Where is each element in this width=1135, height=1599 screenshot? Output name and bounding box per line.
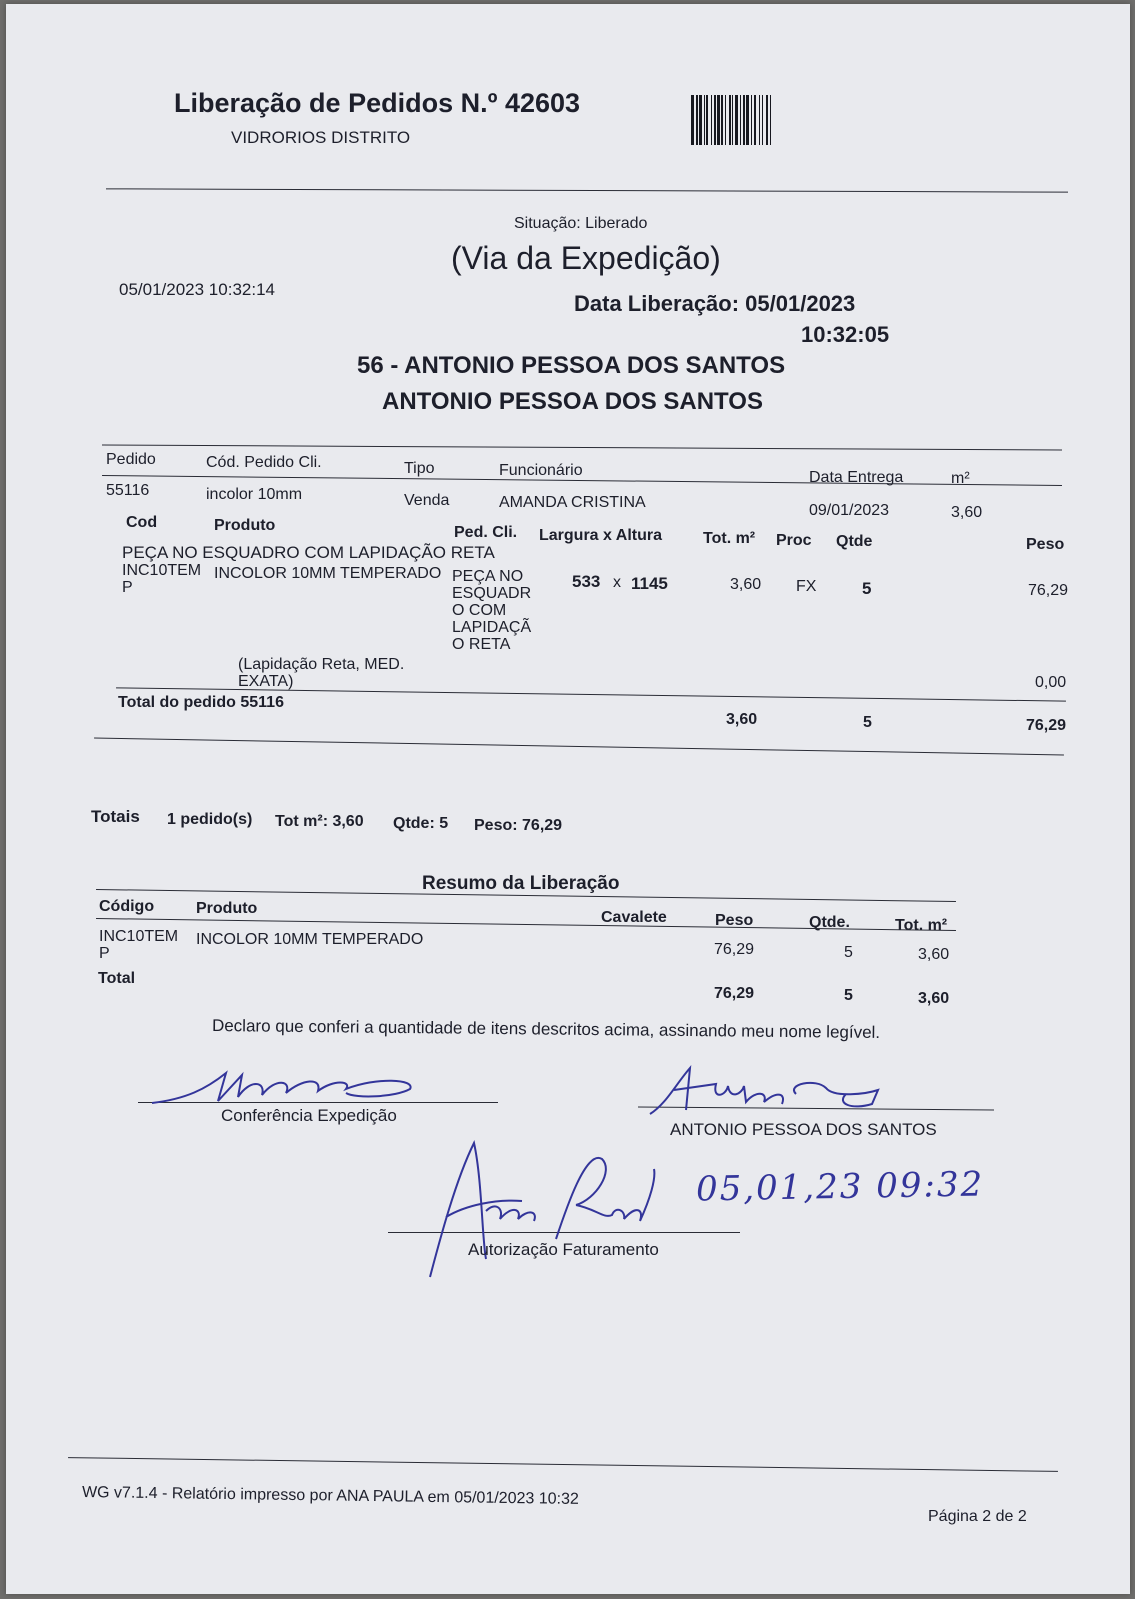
barcode-bar bbox=[704, 95, 705, 145]
item-ped-cli-line3: O COM bbox=[452, 602, 507, 619]
order-total-peso: 76,29 bbox=[1026, 717, 1067, 734]
item-altura: 1145 bbox=[631, 574, 668, 593]
col-tipo: Tipo bbox=[404, 460, 435, 477]
print-timestamp: 05/01/2023 10:32:14 bbox=[119, 280, 275, 299]
order-total-qtde: 5 bbox=[863, 714, 872, 731]
col-cod-pedido-cli: Cód. Pedido Cli. bbox=[206, 454, 322, 471]
barcode-bar bbox=[714, 95, 716, 145]
summary-col-tot-m2: Tot. m² bbox=[895, 917, 948, 934]
summary-total-label: Total bbox=[98, 970, 136, 987]
totals-m2: Tot m²: 3,60 bbox=[275, 813, 364, 830]
item-ped-cli-line2: ESQUADR bbox=[452, 585, 532, 602]
header-divider bbox=[106, 188, 1068, 192]
item-x: x bbox=[613, 574, 621, 591]
release-date: Data Liberação: 05/01/2023 bbox=[574, 291, 856, 316]
barcode-bar bbox=[725, 95, 726, 145]
col-largura-altura: Largura x Altura bbox=[539, 527, 662, 544]
barcode-bar bbox=[711, 95, 712, 145]
m2-value: 3,60 bbox=[951, 504, 983, 521]
copy-type: (Via da Expedição) bbox=[451, 240, 721, 276]
handwritten-date: 05,01,23 09:32 bbox=[695, 1164, 985, 1210]
item-largura: 533 bbox=[572, 572, 601, 591]
barcode-bar bbox=[759, 95, 760, 145]
totals-label: Totais bbox=[91, 807, 140, 826]
item-ped-cli-line1: PEÇA NO bbox=[452, 568, 524, 585]
col-peso: Peso bbox=[1026, 536, 1065, 553]
client-name: ANTONIO PESSOA DOS SANTOS bbox=[382, 388, 763, 415]
summary-col-peso: Peso bbox=[715, 912, 754, 929]
totals-qtde: Qtde: 5 bbox=[393, 815, 449, 832]
barcode-bar bbox=[735, 95, 738, 145]
item-qtde: 5 bbox=[862, 579, 872, 598]
cliente-name-label: ANTONIO PESSOA DOS SANTOS bbox=[670, 1120, 937, 1139]
summary-col-codigo: Código bbox=[99, 898, 155, 915]
process-note-line1: (Lapidação Reta, MED. bbox=[238, 656, 405, 673]
footer-rule bbox=[68, 1457, 1058, 1472]
item-cod-line1: INC10TEM bbox=[122, 562, 202, 579]
status-text: Situação: Liberado bbox=[514, 215, 648, 232]
barcode-bar bbox=[696, 95, 698, 145]
cod-pedido-cli-value: incolor 10mm bbox=[206, 486, 303, 503]
order-total-label: Total do pedido 55116 bbox=[118, 694, 284, 711]
col-data-entrega: Data Entrega bbox=[809, 469, 904, 486]
barcode-bar bbox=[740, 95, 741, 145]
col-m2: m² bbox=[951, 470, 970, 487]
summary-total-qtde: 5 bbox=[844, 987, 853, 1004]
barcode-bar bbox=[746, 95, 749, 145]
col-tot-m2: Tot. m² bbox=[703, 530, 756, 547]
barcode-bar bbox=[717, 95, 720, 145]
item-ped-cli-line5: O RETA bbox=[452, 636, 511, 653]
barcode-bar bbox=[754, 95, 756, 145]
summary-title: Resumo da Liberação bbox=[422, 873, 620, 894]
col-ped-cli: Ped. Cli. bbox=[454, 524, 518, 541]
footer-printed-by: WG v7.1.4 - Relatório impresso por ANA PAULA em 05/01/2023 10:32 bbox=[81, 1484, 579, 1508]
item-peso: 76,29 bbox=[1028, 582, 1069, 599]
order-total-m2: 3,60 bbox=[726, 711, 758, 728]
barcode-bar bbox=[762, 95, 763, 145]
summary-qtde: 5 bbox=[844, 944, 853, 961]
summary-col-cavalete: Cavalete bbox=[601, 909, 667, 926]
client-name-code: 56 - ANTONIO PESSOA DOS SANTOS bbox=[357, 352, 786, 379]
summary-total-tot-m2: 3,60 bbox=[918, 990, 950, 1007]
col-cod: Cod bbox=[126, 514, 158, 531]
summary-col-produto: Produto bbox=[196, 900, 258, 917]
tipo-value: Venda bbox=[404, 492, 450, 509]
order-table-top-rule bbox=[102, 444, 1062, 450]
conferencia-signature bbox=[146, 1059, 446, 1109]
item-tot-m2: 3,60 bbox=[730, 576, 762, 593]
autorizacao-label: Autorização Faturamento bbox=[468, 1240, 659, 1259]
process-peso: 0,00 bbox=[1035, 674, 1067, 691]
barcode-bar bbox=[766, 95, 768, 145]
cliente-signature bbox=[646, 1064, 906, 1119]
footer-page-number: Página 2 de 2 bbox=[928, 1508, 1027, 1525]
item-ped-cli-line4: LAPIDAÇÃ bbox=[452, 619, 532, 636]
col-qtde: Qtde bbox=[836, 533, 873, 550]
document-page bbox=[6, 4, 1130, 1594]
summary-tot-m2: 3,60 bbox=[918, 946, 950, 963]
data-entrega-value: 09/01/2023 bbox=[809, 502, 890, 519]
totals-pedidos: 1 pedido(s) bbox=[167, 811, 253, 828]
company-name: VIDRORIOS DISTRITO bbox=[231, 128, 411, 147]
summary-codigo-line1: INC10TEM bbox=[99, 928, 179, 945]
barcode-bar bbox=[721, 95, 723, 145]
declaration-text: Declaro que conferi a quantidade de itens descritos acima, assinando meu nome legível. bbox=[211, 1016, 881, 1042]
col-pedido: Pedido bbox=[106, 451, 156, 468]
summary-codigo-line2: P bbox=[99, 945, 110, 962]
barcode-bar bbox=[706, 95, 708, 145]
summary-peso: 76,29 bbox=[714, 941, 755, 958]
barcode-bar bbox=[751, 95, 752, 145]
document-title: Liberação de Pedidos N.º 42603 bbox=[174, 88, 581, 118]
summary-total-peso: 76,29 bbox=[714, 985, 755, 1002]
barcode bbox=[691, 95, 863, 145]
col-produto: Produto bbox=[214, 517, 276, 534]
pedido-value: 55116 bbox=[106, 482, 150, 499]
order-bottom-rule bbox=[94, 738, 1064, 756]
item-cod-line2: P bbox=[122, 579, 133, 596]
funcionario-value: AMANDA CRISTINA bbox=[499, 494, 646, 511]
barcode-bar bbox=[729, 95, 731, 145]
process-note-line2: EXATA) bbox=[238, 673, 294, 690]
item-proc: FX bbox=[796, 578, 817, 595]
item-group-title: PEÇA NO ESQUADRO COM LAPIDAÇÃO RETA bbox=[122, 543, 495, 562]
autorizacao-signature bbox=[426, 1139, 666, 1289]
barcode-bar bbox=[699, 95, 702, 145]
totals-peso: Peso: 76,29 bbox=[474, 817, 563, 834]
summary-produto: INCOLOR 10MM TEMPERADO bbox=[196, 931, 424, 948]
barcode-bar bbox=[743, 95, 745, 145]
release-time: 10:32:05 bbox=[801, 322, 890, 347]
barcode-bar bbox=[770, 95, 771, 145]
barcode-bar bbox=[691, 95, 694, 145]
col-funcionario: Funcionário bbox=[499, 462, 583, 479]
item-produto: INCOLOR 10MM TEMPERADO bbox=[214, 565, 442, 582]
barcode-bar bbox=[732, 95, 733, 145]
summary-col-qtde: Qtde. bbox=[809, 914, 850, 931]
conferencia-label: Conferência Expedição bbox=[221, 1106, 397, 1125]
col-proc: Proc bbox=[776, 532, 812, 549]
